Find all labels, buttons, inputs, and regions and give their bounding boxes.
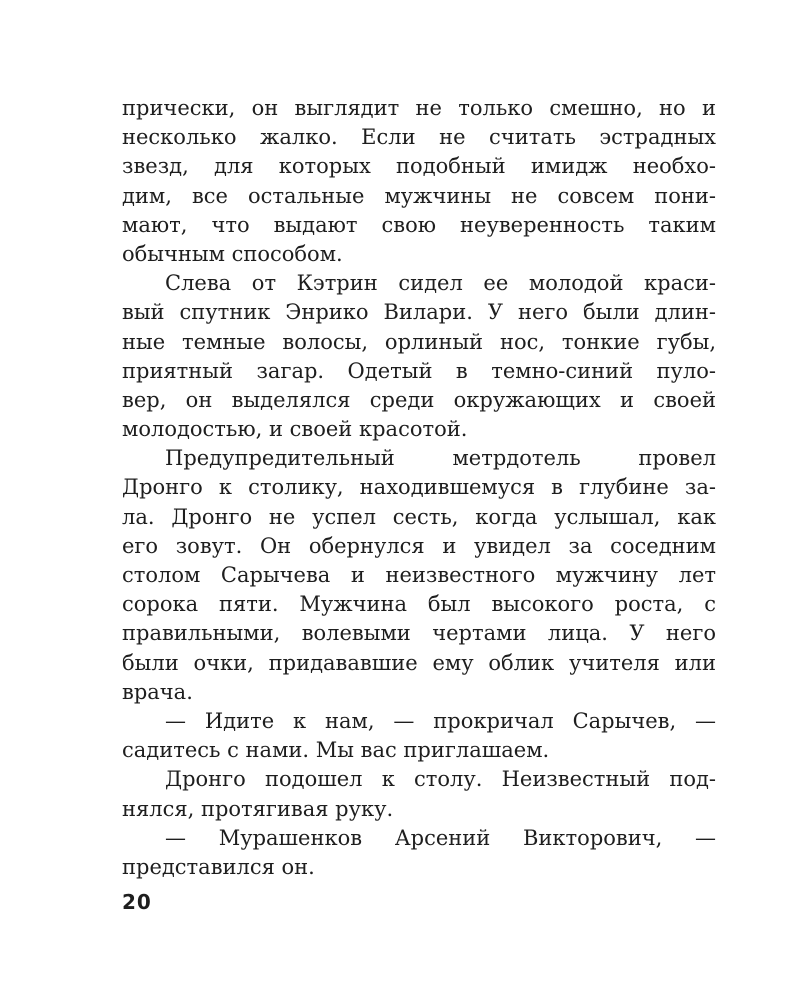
text-line: правильными, волевыми чертами лица. У него (122, 621, 716, 646)
text-line: садитесь с нами. Мы вас приглашаем. (122, 738, 550, 763)
paragraph (122, 269, 716, 444)
text-line: дим, все остальные мужчины не совсем пони- (122, 183, 716, 208)
paragraph (122, 94, 716, 269)
text-line: ла. Дронго не успел сесть, когда услышал, как (122, 504, 716, 529)
text-line: молодостью, и своей красотой. (122, 417, 468, 442)
paragraph (122, 765, 716, 823)
text-line: вер, он выделялся среди окружающих и своей (122, 387, 716, 412)
text-line: врача. (122, 679, 193, 704)
text-line: вый спутник Энрико Вилари. У него были длин- (122, 300, 716, 325)
text-line: прически, он выглядит не только смешно, но и (122, 96, 716, 120)
text-line: сорока пяти. Мужчина был высокого роста, с (122, 592, 716, 617)
text-line: — Мурашенков Арсений Викторович, — (165, 825, 716, 850)
text-line: — Идите к нам, — прокричал Сарычев, — (165, 708, 716, 733)
text-line: приятный загар. Одетый в темно-синий пуло- (122, 358, 716, 383)
text-line: были очки, придававшие ему облик учителя или (122, 650, 716, 675)
text-line: Предупредительный метрдотель провел (165, 446, 716, 471)
text-line: представился он. (122, 854, 315, 879)
text-line: его зовут. Он обернулся и увидел за соседним (122, 533, 716, 558)
text-line: Слева от Кэтрин сидел ее молодой краси- (165, 271, 716, 296)
paragraph (122, 444, 716, 707)
page-number: 20 (122, 890, 152, 914)
text-line: звезд, для которых подобный имидж необхо- (122, 154, 716, 179)
paragraph (122, 707, 716, 765)
text-line: мают, что выдают свою неуверенность таким (122, 212, 716, 237)
text-line: несколько жалко. Если не считать эстрадных (122, 125, 716, 150)
text-line: столом Сарычева и неизвестного мужчину лет (122, 563, 716, 587)
text-line: Дронго подошел к столу. Неизвестный под- (165, 767, 716, 792)
text-line: ные темные волосы, орлиный нос, тонкие губы, (122, 329, 716, 354)
text-line: Дронго к столику, находившемуся в глубине за- (122, 475, 716, 500)
body-text (122, 94, 716, 882)
paragraph (122, 824, 716, 882)
text-line: нялся, протягивая руку. (122, 796, 394, 821)
text-line: обычным способом. (122, 241, 343, 266)
